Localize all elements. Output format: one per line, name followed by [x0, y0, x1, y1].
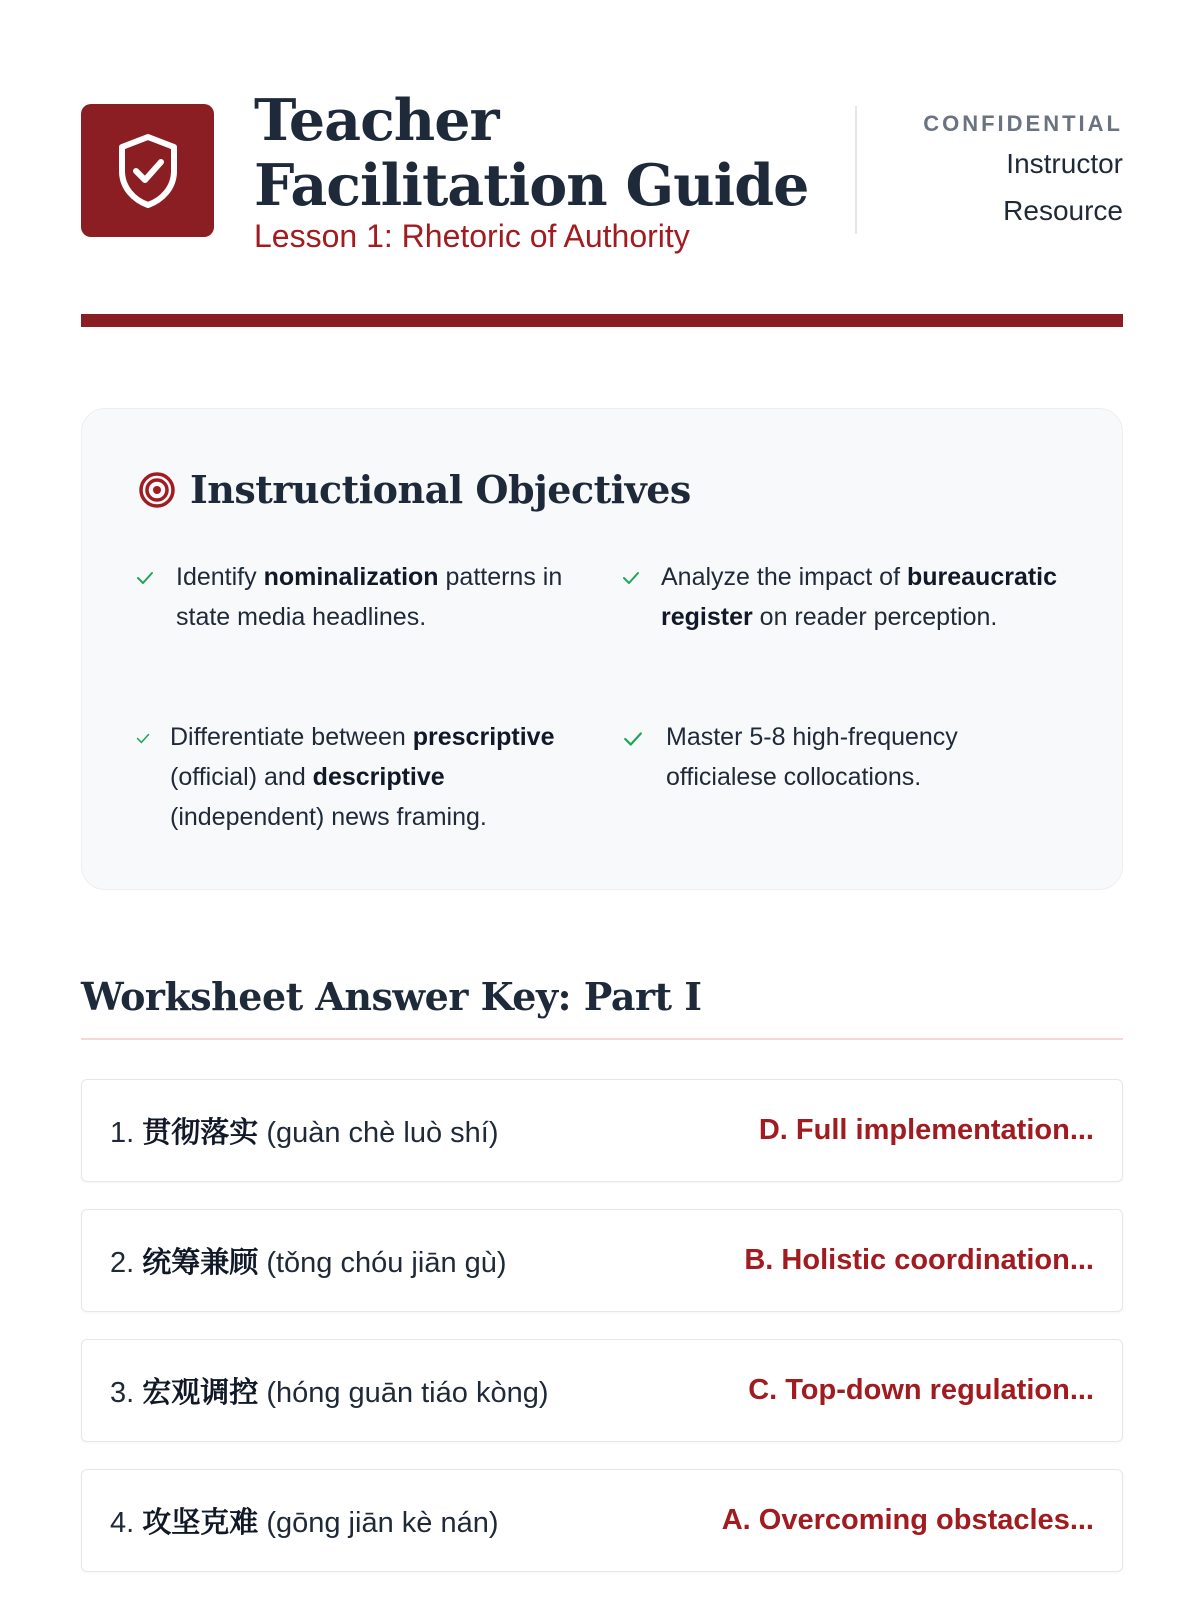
header-meta [923, 108, 1123, 234]
chinese-term: 统筹兼顾 [142, 1245, 259, 1279]
objective-item: Identify nominalization patterns in state media headlines. [176, 563, 563, 631]
worksheet-rule [81, 1038, 1123, 1040]
logo [81, 104, 214, 237]
objective-item: Differentiate between prescriptive (official) and descriptive (independent) news framing. [170, 723, 555, 831]
page-title: Teacher Facilitation Guide [254, 87, 809, 219]
objectives-title: Instructional Objectives [190, 467, 691, 512]
check-icon [136, 733, 150, 744]
meta-line-1: Instructor [1006, 148, 1123, 179]
answer-row: 2. 统筹兼顾 (tǒng chóu jiān gù) B. Holistic coordination... [81, 1209, 1123, 1312]
meta-line-2: Resource [1003, 195, 1123, 226]
worksheet-title: Worksheet Answer Key: Part I [81, 974, 702, 1019]
answer-row: 1. 贯彻落实 (guàn chè luò shí) D. Full implementation... [81, 1079, 1123, 1182]
check-icon [136, 571, 154, 585]
answer-text: C. Top-down regulation... [748, 1374, 1094, 1406]
header-rule [81, 314, 1123, 327]
check-icon [622, 571, 640, 585]
confidential-label: CONFIDENTIAL [923, 111, 1123, 136]
page-subtitle: Lesson 1: Rhetoric of Authority [254, 218, 690, 254]
objectives-card [81, 408, 1123, 890]
chinese-term: 宏观调控 [142, 1375, 259, 1409]
check-icon [623, 731, 643, 747]
header-divider [855, 106, 857, 234]
chinese-term: 贯彻落实 [142, 1115, 259, 1149]
answer-row: 4. 攻坚克难 (gōng jiān kè nán) A. Overcoming obstacles... [81, 1469, 1123, 1572]
objective-item: Analyze the impact of bureaucratic register on reader perception. [661, 563, 1058, 631]
objective-item: Master 5-8 high-frequency officialese collocations. [666, 723, 958, 791]
answer-text: A. Overcoming obstacles... [721, 1504, 1094, 1536]
answer-text: B. Holistic coordination... [744, 1244, 1094, 1276]
answer-text: D. Full implementation... [758, 1114, 1094, 1146]
chinese-term: 攻坚克难 [142, 1505, 259, 1539]
objectives-heading [138, 467, 691, 512]
page-header [81, 88, 1123, 258]
answer-row: 3. 宏观调控 (hóng guān tiáo kòng) C. Top-down regulation... [81, 1339, 1123, 1442]
shield-check-icon [116, 133, 180, 209]
target-icon [138, 471, 176, 509]
